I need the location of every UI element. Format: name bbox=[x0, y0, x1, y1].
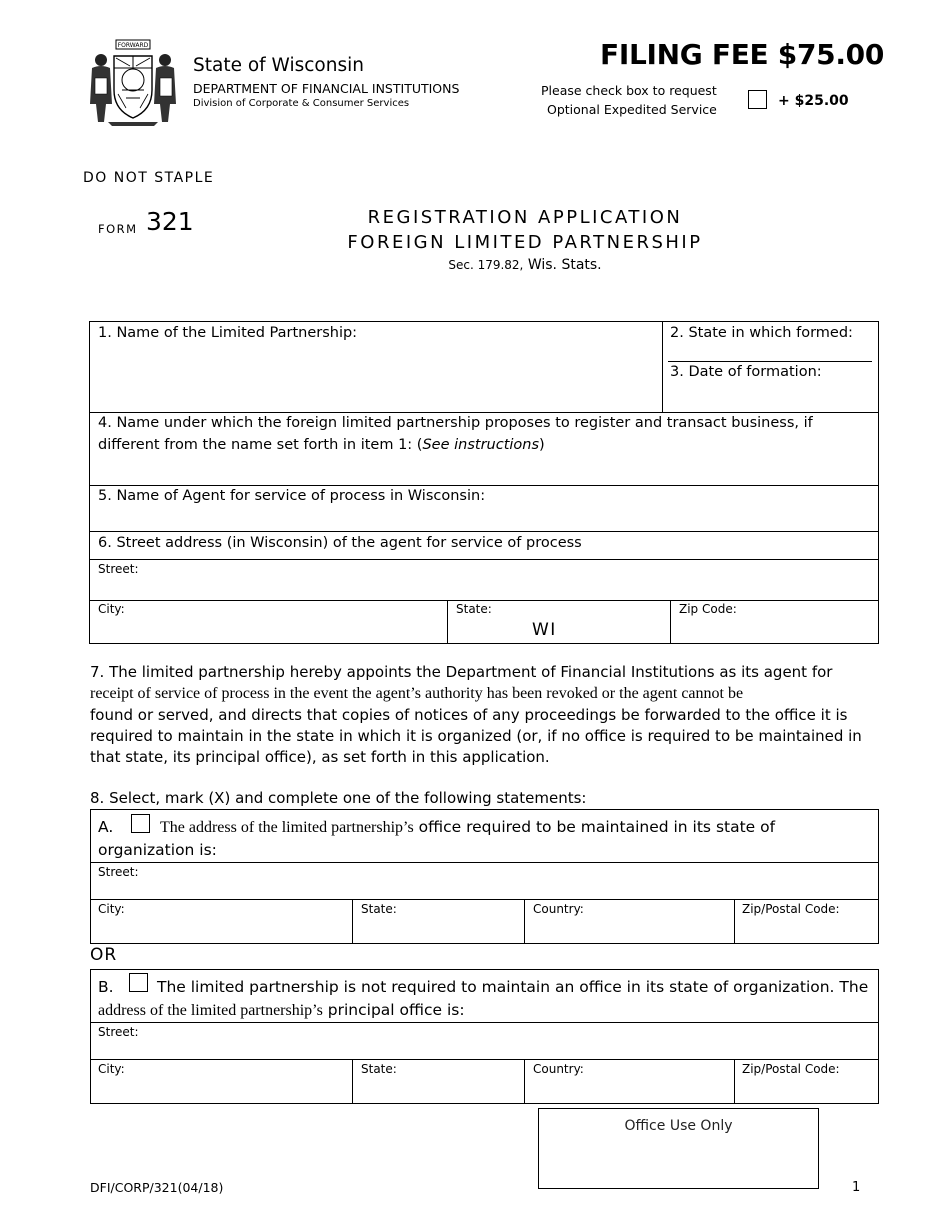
seal-banner-text: FORWARD bbox=[117, 42, 149, 49]
state-name: State of Wisconsin bbox=[193, 55, 364, 76]
option-b-checkbox[interactable] bbox=[129, 973, 148, 992]
or-separator: OR bbox=[90, 945, 118, 965]
option-a-country-field[interactable]: Country: bbox=[533, 902, 584, 916]
department-name: DEPARTMENT OF FINANCIAL INSTITUTIONS bbox=[193, 81, 460, 96]
do-not-staple-notice: DO NOT STAPLE bbox=[83, 170, 215, 186]
item7-line2: receipt of service of process in the event the agent’s authority has been revoked or the agent cannot be bbox=[90, 685, 744, 703]
agent-name-field[interactable]: 5. Name of Agent for service of process in Wisconsin: bbox=[98, 488, 486, 504]
item7-line3: found or served, and directs that copies of notices of any proceedings be forwarded to the office it is bbox=[90, 705, 848, 724]
option-a-label: A. bbox=[98, 818, 114, 836]
division-name: Division of Corporate & Consumer Services bbox=[193, 98, 410, 109]
expedite-instruction-line2: Optional Expedited Service bbox=[547, 102, 717, 117]
page-number: 1 bbox=[852, 1180, 861, 1195]
option-b-street-field[interactable]: Street: bbox=[98, 1025, 139, 1039]
option-b-rest-text: principal office is: bbox=[322, 1001, 465, 1019]
form-label: FORM bbox=[98, 222, 138, 236]
option-b-country-field[interactable]: Country: bbox=[533, 1062, 584, 1076]
option-b-city-field[interactable]: City: bbox=[98, 1062, 125, 1076]
option-a-statement bbox=[98, 816, 113, 838]
option-b-state-field[interactable]: State: bbox=[361, 1062, 397, 1076]
option-b-zip-field[interactable]: Zip/Postal Code: bbox=[742, 1062, 840, 1076]
date-of-formation-field[interactable]: 3. Date of formation: bbox=[670, 364, 822, 380]
partnership-name-field[interactable]: 1. Name of the Limited Partnership: bbox=[98, 325, 358, 341]
filing-fee: FILING FEE $75.00 bbox=[600, 38, 885, 71]
form-number: 321 bbox=[146, 207, 194, 236]
see-instructions-text: See instructions bbox=[422, 437, 540, 453]
statute-section: Sec. 179.82, bbox=[448, 258, 524, 272]
option-a-city-field[interactable]: City: bbox=[98, 902, 125, 916]
office-use-label: Office Use Only bbox=[624, 1118, 733, 1134]
option-a-serif-text: The address of the limited partnership’s bbox=[160, 819, 414, 836]
statute-reference bbox=[340, 257, 710, 273]
option-a-checkbox[interactable] bbox=[131, 814, 150, 833]
agent-street-field[interactable]: Street: bbox=[98, 562, 139, 576]
form-title-line2: FOREIGN LIMITED PARTNERSHIP bbox=[347, 232, 703, 253]
alternate-name-field[interactable] bbox=[98, 434, 545, 456]
option-b-line2 bbox=[98, 999, 465, 1022]
option-a-text bbox=[160, 816, 775, 839]
agent-state-field[interactable]: State: bbox=[456, 602, 492, 616]
agent-zip-field[interactable]: Zip Code: bbox=[679, 602, 737, 616]
item7-line5: that state, its principal office), as set forth in this application. bbox=[90, 748, 550, 767]
form-code: DFI/CORP/321(04/18) bbox=[90, 1180, 224, 1195]
alternate-name-label-close: ) bbox=[539, 437, 545, 453]
state-seal bbox=[86, 38, 180, 126]
option-a-street-field[interactable]: Street: bbox=[98, 865, 139, 879]
option-b-label: B. bbox=[98, 978, 114, 996]
option-a-rest-text: office required to be maintained in its state of bbox=[413, 818, 776, 836]
agent-address-heading: 6. Street address (in Wisconsin) of the agent for service of process bbox=[98, 535, 582, 551]
option-a-zip-field[interactable]: Zip/Postal Code: bbox=[742, 902, 840, 916]
state-formed-field[interactable]: 2. State in which formed: bbox=[670, 325, 853, 341]
expedite-instruction-line1: Please check box to request bbox=[541, 83, 717, 98]
agent-city-field[interactable]: City: bbox=[98, 602, 125, 616]
item7-line4: required to maintain in the state in which it is organized (or, if no office is required to be maintained in bbox=[90, 726, 862, 745]
option-b-serif-text: address of the limited partnership’s bbox=[98, 1002, 323, 1019]
wisconsin-seal-icon bbox=[86, 38, 180, 126]
agent-state-value: WI bbox=[532, 620, 557, 640]
alternate-name-label-line1: 4. Name under which the foreign limited partnership proposes to register and transact business, if bbox=[98, 415, 813, 431]
item7-line1: 7. The limited partnership hereby appoints the Department of Financial Institutions as its agent for bbox=[90, 663, 833, 681]
statute-name: Wis. Stats. bbox=[523, 257, 602, 273]
option-a-state-field[interactable]: State: bbox=[361, 902, 397, 916]
option-a-line2: organization is: bbox=[98, 841, 217, 859]
item8-instruction: 8. Select, mark (X) and complete one of the following statements: bbox=[90, 789, 587, 807]
form-title-line1: REGISTRATION APPLICATION bbox=[367, 207, 683, 228]
option-b-line1: The limited partnership is not required to maintain an office in its state of organization. The bbox=[157, 978, 869, 996]
expedite-amount: + $25.00 bbox=[778, 93, 849, 109]
item7-paragraph bbox=[90, 662, 870, 768]
expedited-service-checkbox[interactable] bbox=[748, 90, 767, 109]
alternate-name-label-line2: different from the name set forth in item 1: ( bbox=[98, 437, 423, 453]
